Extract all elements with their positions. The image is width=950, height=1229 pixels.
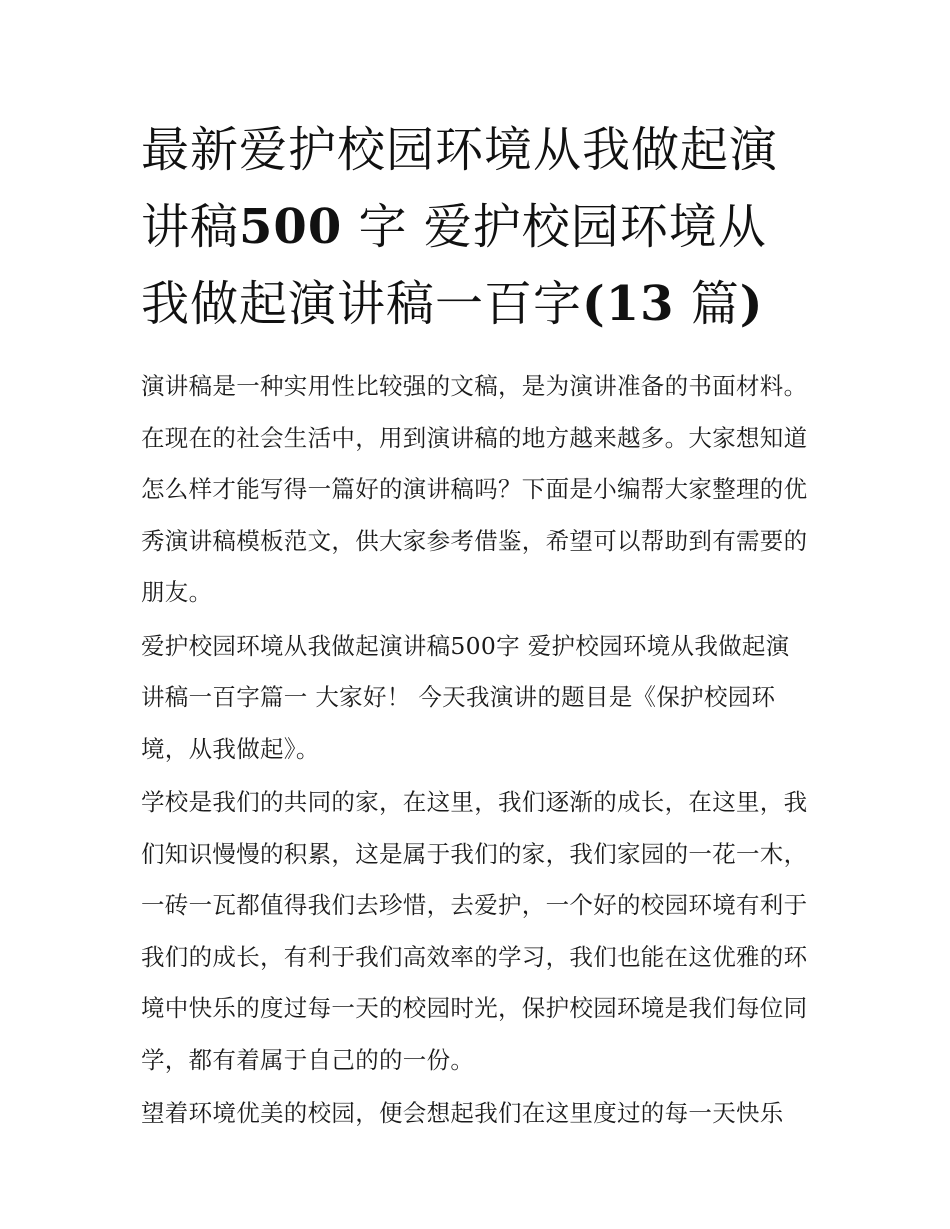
title-number-part: 500 <box>239 199 343 255</box>
title-text-part: 篇 <box>674 276 740 332</box>
document-title <box>141 112 813 343</box>
paragraph-intro: 演讲稿是一种实用性比较强的文稿，是为演讲准备的书面材料。在现在的社会生活中，用到演讲稿的地方越来越多。大家想知道怎么样才能写得一篇好的演讲稿吗？下面是小编帮大家整理的优秀演讲稿模板范文，供大家参考借鉴，希望可以帮助到有需要的朋友。 <box>141 372 808 606</box>
paragraph-heading-line: 爱护校园环境从我做起演讲稿500字 爱护校园环境从我做起演讲稿一百字篇一 大家好！ 今天我演讲的题目是《保护校园环境，从我做起》。 <box>141 631 790 763</box>
document-page <box>141 112 813 1142</box>
title-text-part: 最新爱护校园环境从我做起演讲稿 <box>141 122 779 255</box>
paragraph-body: 学校是我们的共同的家，在这里，我们逐渐的成长，在这里，我们知识慢慢的积累，这是属于我们的家，我们家园的一花一木，一砖一瓦都值得我们去珍惜，去爱护，一个好的校园环境有利于我们的成长，有利于我们高效率的学习，我们也能在这优雅的环境中快乐的度过每一天的校园时光，保护校园环境是我们每位同学，都有着属于自己的的一份。 <box>141 788 808 1074</box>
title-text-part: 字 爱护校园环境从我做起演讲稿一百字 <box>141 199 767 332</box>
document-body <box>141 361 813 1140</box>
title-paren-part: ) <box>739 276 764 332</box>
title-count-part: (13 <box>582 276 675 332</box>
paragraph-continued: 望着环境优美的校园，便会想起我们在这里度过的每一天快乐 <box>141 1099 784 1127</box>
